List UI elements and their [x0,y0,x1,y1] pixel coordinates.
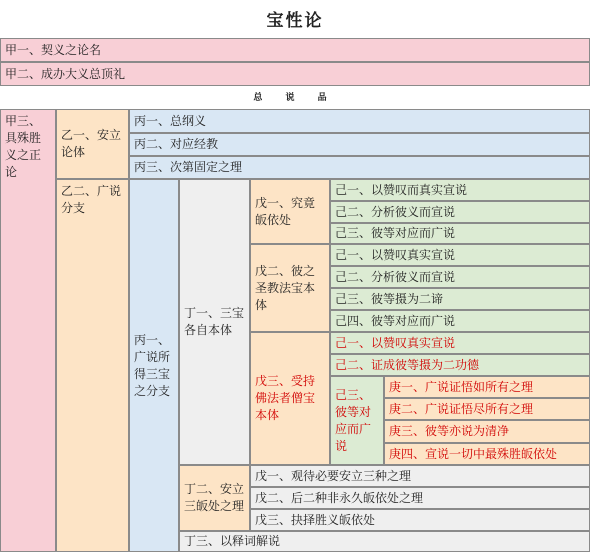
jia1-row: 甲一、契义之论名 [0,38,590,62]
wu2-ji1: 己一、以赞叹真实宣说 [330,244,590,266]
geng1: 庚一、广说证悟如所有之理 [384,376,590,398]
ding2-cell: 丁二、安立三皈处之理 [179,465,250,531]
geng3: 庚三、彼等亦说为清净 [384,420,590,443]
wu1-ji3: 己三、彼等对应而广说 [330,223,590,244]
ding2-wu1: 戊一、观待必要安立三种之理 [250,465,590,487]
geng4: 庚四、宣说一切中最殊胜皈依处 [384,443,590,465]
wu2-ji3: 己三、彼等摄为二谛 [330,288,590,310]
wu3-ji1: 己一、以赞叹真实宣说 [330,332,590,354]
jia2-row: 甲二、成办大义总顶礼 [0,62,590,86]
wu3-cell: 戊三、受持佛法者僧宝本体 [250,332,330,465]
ding1-cell: 丁一、三宝各自本体 [179,179,250,465]
bing-row-1: 丙一、总纲义 [129,109,590,133]
ding3-row: 丁三、以释词解说 [179,531,590,552]
wu1-cell: 戊一、究竟皈依处 [250,179,330,244]
wu2-ji2: 己二、分析彼义而宣说 [330,266,590,288]
ding2-wu3: 戊三、抉择胜义皈依处 [250,509,590,531]
yi1-cell: 乙一、安立论体 [56,109,129,179]
yi2-cell: 乙二、广说分支 [56,179,129,552]
wu3-ji3: 己三、彼等对应而广说 [330,376,384,465]
bing-row-2: 丙二、对应经教 [129,133,590,156]
geng2: 庚二、广说证悟尽所有之理 [384,398,590,420]
jia3-cell: 甲三、具殊胜义之正论 [0,109,56,552]
bing1-cell: 丙一、广说所得三宝之分支 [129,179,179,552]
bing-row-3: 丙三、次第固定之理 [129,156,590,179]
ding2-wu2: 戊二、后二种非永久皈依处之理 [250,487,590,509]
wu1-ji1: 己一、以赞叹而真实宣说 [330,179,590,201]
wu2-cell: 戊二、彼之圣教法宝本体 [250,244,330,332]
wu2-ji4: 己四、彼等对应而广说 [330,310,590,332]
wu1-ji2: 己二、分析彼义而宣说 [330,201,590,223]
section-heading: 总 说 品 [253,93,337,103]
wu3-ji2: 己二、证成彼等摄为二功德 [330,354,590,376]
page-title: 宝性论 [266,11,324,31]
